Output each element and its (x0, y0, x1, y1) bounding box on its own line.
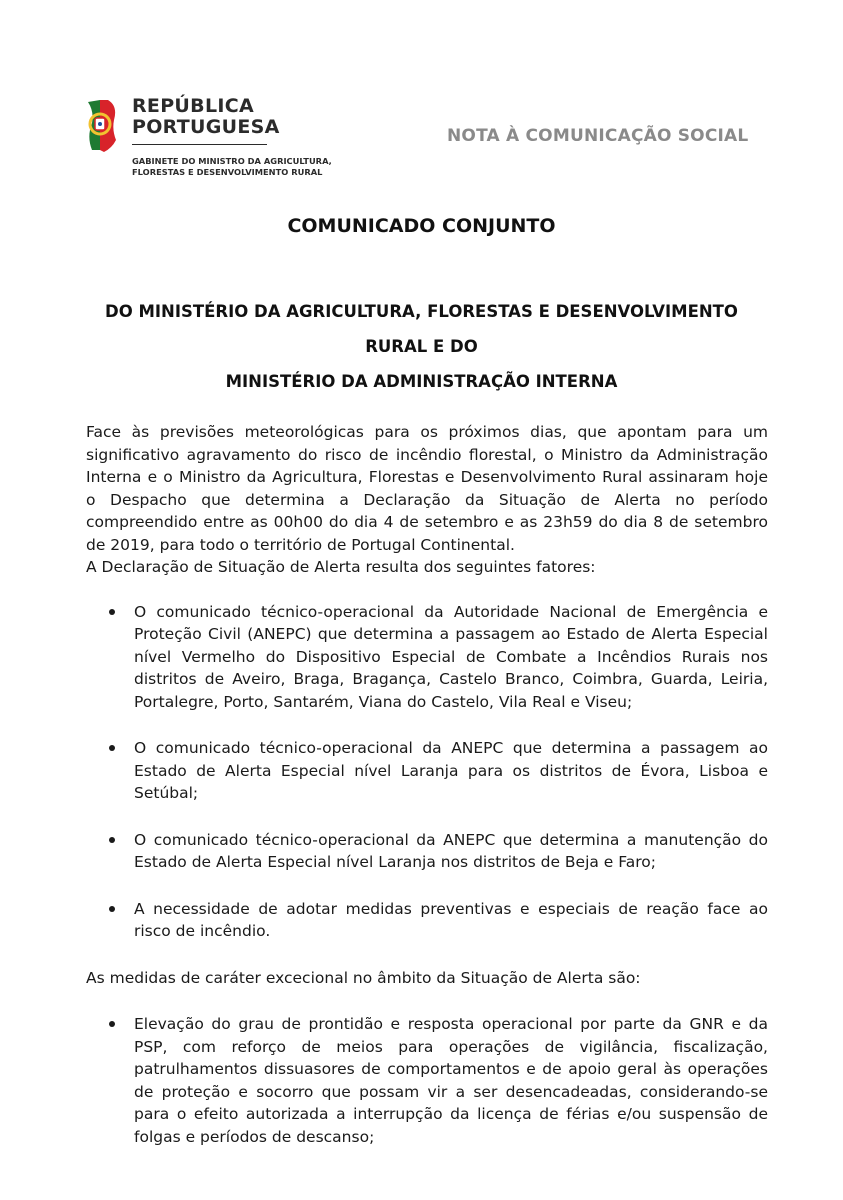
logo-text (132, 96, 332, 178)
gabinete-line2: FLORESTAS E DESENVOLVIMENTO RURAL (132, 167, 323, 177)
bullet-icon (109, 906, 115, 912)
subtitle-line2: RURAL E DO (365, 337, 478, 356)
list-item: O comunicado técnico-operacional da Autoridade Nacional de Emergência e Proteção Civil (ANEPC) que determina a passagem ao Estado de Alerta Especial nível Vermelho do Dispositivo Especial de Combate a Incêndios Rurais nos distritos de Aveiro, Braga, Bragança, Castelo Branco, Coimbra, Guarda, Leiria, Portalegre, Porto, Santarém, Viana do Castelo, Vila Real e Viseu; (86, 601, 768, 714)
subtitle-line1: DO MINISTÉRIO DA AGRICULTURA, FLORESTAS E DESENVOLVIMENTO (105, 302, 738, 321)
document-title: COMUNICADO CONJUNTO (287, 215, 556, 237)
measures-intro: As medidas de caráter excecional no âmbito da Situação de Alerta são: (86, 968, 641, 987)
list-item: O comunicado técnico-operacional da ANEPC que determina a manutenção do Estado de Alerta Especial nível Laranja nos distritos de Beja e Faro; (86, 829, 768, 874)
list-item: A necessidade de adotar medidas preventivas e especiais de reação face ao risco de incêndio. (86, 898, 768, 943)
document-subtitle (60, 294, 783, 399)
republica-line2: PORTUGUESA (132, 117, 267, 145)
intro-paragraph: Face às previsões meteorológicas para os próximos dias, que apontam para um significativo agravamento do risco de incêndio florestal, o Ministro da Administração Interna e o Ministro da Agricultura, Florestas e Desenvolvimento Rural assinaram hoje o Despacho que determina a Declaração da Situação de Alerta no período compreendido entre as 00h00 do dia 4 de setembro e as 23h59 do dia 8 de setembro de 2019, para todo o território de Portugal Continental. (86, 423, 768, 554)
nota-comunicacao-social: NOTA À COMUNICAÇÃO SOCIAL (447, 126, 749, 146)
factors-intro: A Declaração de Situação de Alerta resulta dos seguintes fatores: (86, 558, 596, 576)
bullet-icon (109, 609, 115, 615)
gabinete-line1: GABINETE DO MINISTRO DA AGRICULTURA, (132, 156, 332, 166)
bullet-icon (109, 745, 115, 751)
republica-portuguesa-emblem-icon (82, 96, 122, 154)
list-item: Elevação do grau de prontidão e resposta operacional por parte da GNR e da PSP, com reforço de meios para operações de vigilância, fiscalização, patrulhamentos dissuasores de comportamentos e de apoio geral às operações de proteção e socorro que possam vir a ser desencadeadas, considerando-se para o efeito autorizada a interrupção da licença de férias e/ou suspensão de folgas e períodos de descanso; (86, 1013, 768, 1148)
document-body (86, 421, 768, 1148)
measures-list (86, 1013, 768, 1148)
bullet-icon (109, 837, 115, 843)
subtitle-line3: MINISTÉRIO DA ADMINISTRAÇÃO INTERNA (225, 372, 618, 391)
list-item: O comunicado técnico-operacional da ANEPC que determina a passagem ao Estado de Alerta Especial nível Laranja para os distritos de Évora, Lisboa e Setúbal; (86, 737, 768, 805)
factors-list (86, 601, 768, 943)
bullet-icon (109, 1021, 115, 1027)
republica-line1: REPÚBLICA (132, 95, 254, 117)
